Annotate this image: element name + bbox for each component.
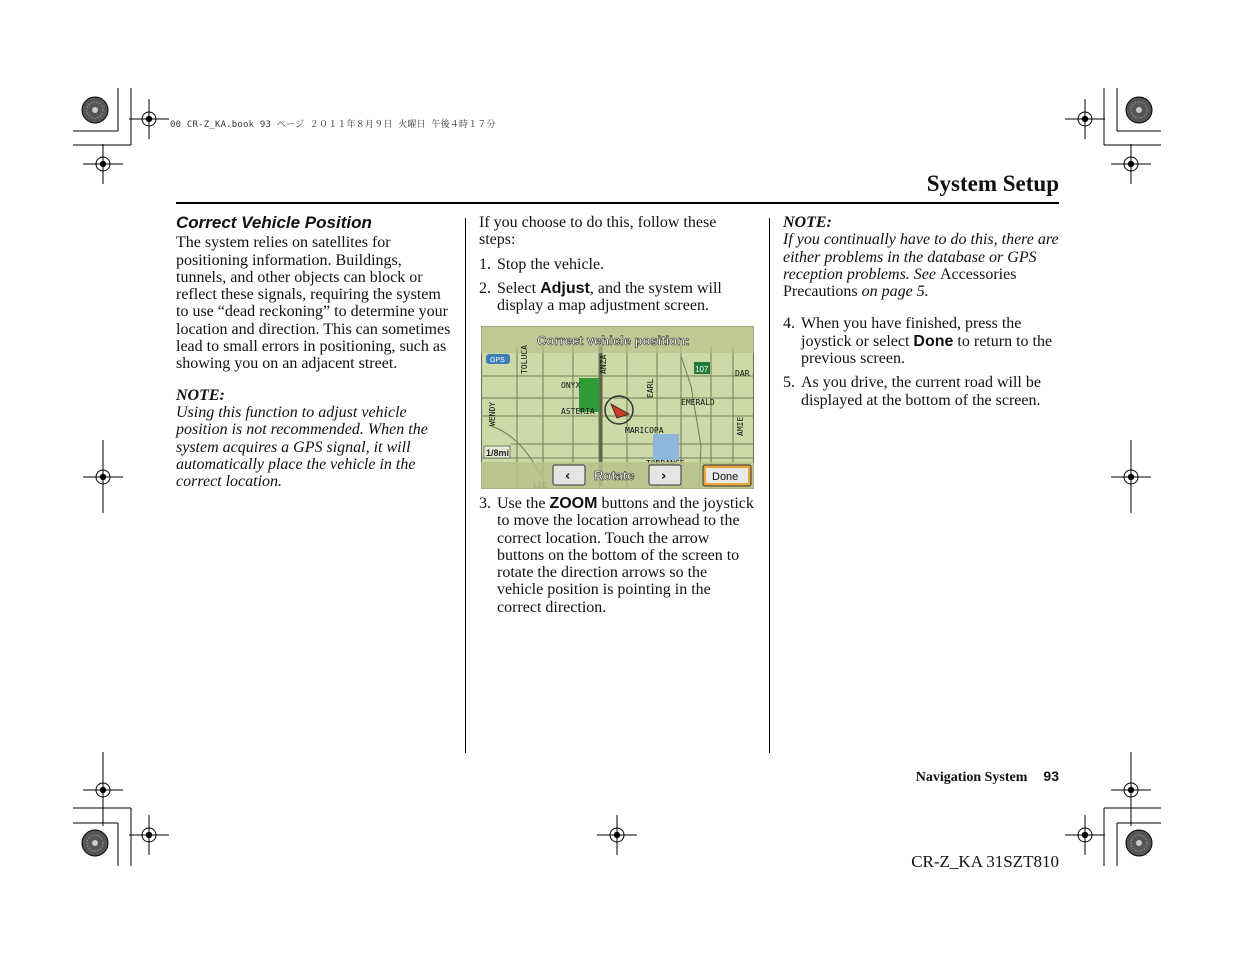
street-label: ONYX [561, 381, 581, 390]
note-text: Using this function to adjust vehicle position is not recommended. When the system acquires a GPS signal, it will automatically place the vehicle in the correct location. [176, 403, 428, 491]
star-target-bottom-left [82, 830, 108, 856]
gps-badge: GPS [490, 357, 505, 364]
rotate-right-icon: › [661, 469, 667, 484]
step-3 [479, 495, 755, 616]
step-text: As you drive, the current road will be displayed at the bottom of the screen. [801, 374, 1041, 409]
highway-shield: 107 [695, 365, 709, 374]
done-keyword: Done [913, 332, 954, 350]
star-target-top-left [82, 97, 108, 123]
rotate-label: Rotate [594, 468, 635, 483]
step-number: 1. [479, 255, 491, 273]
rotate-left-icon: ‹ [565, 469, 571, 484]
street-label: AMIE [736, 416, 745, 436]
page-number: 93 [1043, 768, 1059, 784]
note-heading: NOTE: [176, 386, 225, 404]
note-text: If you continually have to do this, there are either problems in the database or GPS reception problems. See Accessories Precautions on page 5. [783, 231, 1059, 301]
footer-navigation [916, 768, 1059, 786]
street-label: TOLUCA [520, 345, 529, 374]
step-text: When you have finished, press the joystick or select Done to return to the previous screen. [801, 315, 1053, 368]
steps-intro: If you choose to do this, follow these steps: [479, 214, 717, 249]
step-number: 4. [783, 315, 795, 333]
subsection-heading: Correct Vehicle Position [176, 213, 372, 232]
cross-reference-link[interactable]: Accessories Precautions [783, 265, 1017, 301]
screen-title: Correct vehicle position: [537, 333, 690, 348]
street-label: ASTERIA [561, 407, 595, 416]
street-label: ANZA [599, 354, 608, 374]
street-label: DAR [735, 369, 750, 378]
adjust-keyword: Adjust [540, 279, 590, 297]
step-2 [479, 280, 755, 315]
step-5 [783, 374, 1061, 409]
map-scale: 1/8mi [486, 448, 510, 458]
column-2 [479, 214, 755, 321]
zoom-keyword: ZOOM [549, 495, 598, 512]
footer-section-label: Navigation System [915, 770, 1028, 785]
document-code: CR-Z_KA 31SZT810 [911, 852, 1059, 871]
step-1 [479, 256, 755, 273]
map-adjustment-screen [481, 326, 754, 489]
print-header: 00 CR-Z_KA.book 93 ページ ２０１１年８月９日 火曜日 午後４時１７分 [170, 120, 496, 130]
column-2-lower [479, 495, 755, 623]
column-1 [176, 214, 454, 497]
step-text: Select Adjust, and the system will display a map adjustment screen. [497, 279, 722, 315]
step-text: Use the ZOOM buttons and the joystick to move the location arrowhead to the correct location. Touch the arrow buttons on the bottom of the screen to rotate the direction arrows so the vehicle position is pointing in the correct direction. [497, 495, 754, 616]
step-4 [783, 315, 1061, 367]
street-label: MARICOPA [625, 426, 664, 435]
street-label: WENDY [488, 401, 497, 426]
section-title: System Setup [926, 171, 1059, 196]
step-number: 3. [479, 495, 491, 512]
column-3 [783, 214, 1061, 416]
done-label: Done [712, 471, 739, 483]
star-target-bottom-right [1126, 830, 1152, 856]
note-heading: NOTE: [783, 214, 832, 231]
title-rule [176, 202, 1059, 204]
street-label: EARL [646, 378, 655, 398]
step-text: Stop the vehicle. [497, 255, 605, 273]
column-divider-1 [465, 218, 466, 753]
step-number: 5. [783, 374, 795, 392]
body-paragraph: The system relies on satellites for positioning information. Buildings, tunnels, and other objects can block or reflect these signals, requiring the system to use “dead reckoning” to determine your location and direction. This can sometimes lead to small errors in positioning, such as showing you on an adjacent street. [176, 234, 451, 373]
step-number: 2. [479, 279, 491, 297]
star-target-top-right [1126, 97, 1152, 123]
street-label: EMERALD [681, 398, 715, 407]
column-divider-2 [769, 218, 770, 753]
